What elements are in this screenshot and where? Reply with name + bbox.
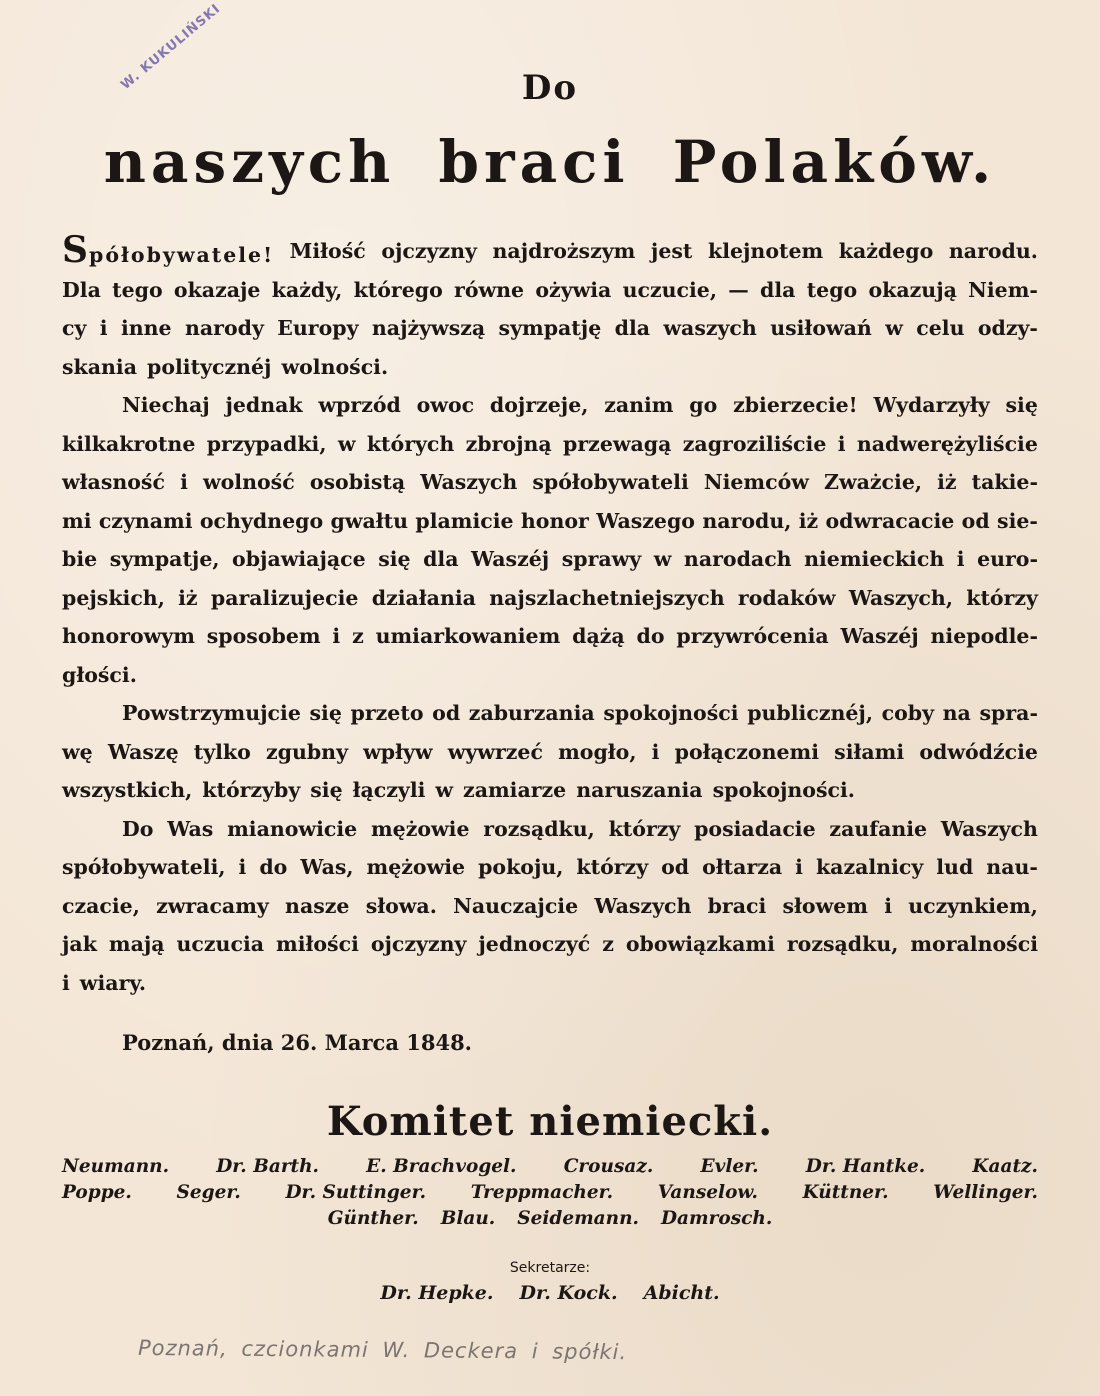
word: dojrzeje, [489,393,589,417]
word: uczucia [176,932,265,956]
word: mi [62,508,92,533]
word: plamicie [415,508,514,533]
word: celu [916,316,965,340]
word: dla [423,547,459,571]
word: tylko [193,739,251,764]
word: tego [806,277,858,302]
word: Niechaj [122,393,210,417]
word: i [884,893,892,918]
word: okazaje [173,277,261,302]
title-line-1: Do [521,68,579,108]
word: jednak [225,393,303,417]
word: głości. [62,662,137,687]
text-line [62,425,1038,464]
text-line [62,309,1038,348]
word: zaufanie [829,816,928,841]
member-name: Seger. [176,1182,241,1203]
word: mogło, [558,739,637,764]
word: Wydarzyły [873,393,990,417]
word: Zważcie, [824,470,923,494]
text-line [62,694,1038,733]
word: odwracacie [825,508,955,533]
word: okazują [868,277,957,302]
word: Waszych [594,893,692,918]
text-line [62,810,1038,849]
word: mają [108,932,165,956]
word: z [602,932,614,956]
word: Waszych [940,816,1038,841]
member-name: Dr. Suttinger. [285,1182,427,1203]
word: Europy [277,316,359,340]
word: narody [184,316,264,340]
word: posiadacie [694,816,816,841]
library-stamp: W. KUKULIŃSKI [118,1,224,93]
word: Was [167,816,214,841]
word: własność [62,470,165,494]
word: klejnotem [707,239,824,263]
word: takie- [971,470,1038,494]
word: jednoczyć [478,932,591,956]
word: zbierzecie! [733,393,858,417]
word: do [636,624,665,648]
word: Miłość [289,239,366,263]
word: osobistą [309,470,406,494]
member-name: Poppe. [62,1182,132,1203]
word: usiłowań [770,316,872,340]
word: Waszéj [471,547,550,571]
word: spokojności [603,701,739,725]
word: mężowie [370,816,470,841]
word: wiary. [79,970,147,995]
word: sympatje, [109,547,220,571]
word: się [309,701,342,725]
word: się [310,778,343,802]
word: i [956,547,965,571]
word: waszych [663,316,757,340]
word: umiarkowaniem [375,624,561,648]
word: zbrojną [465,431,552,456]
word: kazalnicy [815,855,924,879]
member-name: Dr. Kock. [519,1282,618,1304]
text-line [62,348,1038,387]
word: narodu, [702,508,792,533]
word: Waszych, [848,585,953,610]
word: narodu. [948,239,1038,263]
word: odzy- [977,316,1038,340]
word: iż [798,508,819,533]
word: honor [520,508,589,533]
word: paralizujecie [210,585,359,610]
word: spółobywateli [532,470,689,494]
member-name: Abicht. [643,1282,720,1304]
word: Niem- [968,277,1038,302]
word: publicznéj, [747,701,873,725]
word: zaburzania [468,701,595,725]
word: Nauczajcie [453,893,579,918]
word: i [795,855,803,879]
committee-members-row-3 [62,1208,1038,1229]
word: ojczyzny [370,932,467,956]
word: od [961,508,990,533]
word: przeto [350,701,424,725]
word: rozsądku, [786,932,899,956]
word: owoc [416,393,475,417]
handwritten-note: Poznań, czcionkami W. Deckera i spółki. [137,1335,628,1365]
text-line [62,771,1038,810]
word: z [352,624,364,648]
word: iż [178,585,198,610]
word: najdroższym [492,239,636,263]
word: wszystkich, [62,778,193,802]
text-line [62,617,1038,656]
member-name: Crousaz. [563,1156,654,1177]
member-name: Damrosch. [661,1208,773,1229]
word: mianowicie [227,816,358,841]
word: wolności. [281,354,389,379]
word: wywrzeć [447,739,543,764]
word: do [259,855,288,879]
word: którzy [576,855,649,879]
word: którzyby [202,778,301,802]
text-line [62,271,1038,310]
word: go [689,393,718,417]
member-name: E. Brachvogel. [366,1156,517,1177]
word: dla [614,316,651,340]
word: w [653,547,672,571]
word: na [942,701,971,725]
member-name: Seidemann. [517,1208,640,1229]
word: niepodle- [930,624,1038,648]
word: dążą [572,624,625,648]
word: każdego [838,239,934,263]
word: rozsądku, [483,816,595,841]
word: nasze [285,893,350,918]
word: ochydnego [199,508,324,533]
word: moralności [910,932,1038,956]
committee-title: Komitet niemiecki. [326,1098,774,1145]
word: Was, [300,855,354,879]
text-line [62,925,1038,964]
word: i [180,470,188,494]
word: zamiarze [463,778,567,802]
member-name: Dr. Barth. [216,1156,319,1177]
word: pejskich, [62,585,165,610]
word: Dla [62,277,101,302]
word: sie- [997,508,1038,533]
word: Niemców [703,470,809,494]
member-name: Dr. Hepke. [380,1282,494,1304]
word: obowiązkami [625,932,775,956]
text-line [62,964,1038,1003]
word: i [332,624,341,648]
word: zwracamy [156,893,269,918]
word: nau- [986,855,1038,879]
word: zagroziliście [682,431,827,456]
member-name: Vanselow. [657,1182,758,1203]
word: uczucie, [622,277,717,302]
text-line [62,463,1038,502]
word: w [435,778,454,802]
word: równe [454,277,525,302]
date-line: Poznań, dnia 26. Marca 1848. [122,1030,472,1055]
text-line [62,887,1038,926]
word: się [1005,393,1038,417]
word: Waszych [420,470,518,494]
word: inne [120,316,172,340]
word: jest [650,239,693,263]
word: braci [707,893,767,918]
word: wprzód [318,393,401,417]
proclamation-body [62,229,1038,1002]
word: gwałtu [330,508,409,533]
word: siłami [834,739,905,764]
word: którzy [966,585,1038,610]
text-line [62,656,1038,695]
word: niemieckich [804,547,945,571]
word: objawiające [232,547,366,571]
word: w [337,431,356,456]
text-line [62,229,1038,271]
word: od [661,855,690,879]
member-name: Neumann. [62,1156,170,1177]
word: i [99,316,108,340]
member-name: Dr. Hantke. [805,1156,926,1177]
committee-members-row-1 [62,1156,1038,1177]
word: spra- [979,701,1038,725]
text-line [62,540,1038,579]
secretaries-label: Sekretarze: [509,1260,591,1276]
word: ołtarza [702,855,783,879]
opening-word: Spółobywatele! [62,229,275,271]
word: Waszéj [840,624,919,648]
word: słowa. [365,893,437,918]
secretaries-names [0,1282,1100,1304]
word: czynami [98,508,193,533]
word: którego [353,277,443,302]
word: narodach [683,547,792,571]
word: euro- [977,547,1038,571]
member-name: Evler. [700,1156,759,1177]
word: naruszania [576,778,703,802]
word: sposobem [206,624,321,648]
word: i [238,855,247,879]
word: wolność [202,470,295,494]
text-line [62,733,1038,772]
word: zanim [604,393,674,417]
word: lud [936,855,974,879]
member-name: Blau. [440,1208,496,1229]
member-name: Wellinger. [933,1182,1038,1203]
committee-members-row-2 [62,1182,1038,1203]
member-name: Treppmacher. [470,1182,614,1203]
word: sympatję [498,316,602,340]
member-name: Küttner. [802,1182,889,1203]
word: i [62,970,70,995]
word: bie [62,547,98,571]
word: zgubny [265,739,348,764]
word: i [651,739,660,764]
word: cy [62,316,87,340]
word: rodaków [737,585,836,610]
word: łączyli [352,778,426,802]
text-line [62,502,1038,541]
word: odwódźcie [919,739,1038,764]
word: coby [881,701,935,725]
word: wpływ [363,739,433,764]
word: najżywszą [371,316,486,340]
word: ożywia [535,277,612,302]
member-name: Kaatz. [972,1156,1038,1177]
word: Do [122,816,154,841]
word: których [366,431,455,456]
word: Waszę [107,739,179,764]
word: w [885,316,903,340]
word: mężowie [366,855,466,879]
word: się [378,547,411,571]
word: sprawy [561,547,642,571]
word: Waszego [596,508,695,533]
word: uczynkiem, [908,893,1038,918]
page-title: naszych braci Polaków. [103,128,997,196]
word: iż [937,470,957,494]
word: pokoju, [478,855,564,879]
word: przywrócenia [676,624,829,648]
word: czacie, [62,893,140,918]
word: którzy [608,816,681,841]
word: honorowym [62,624,195,648]
word: słowem [782,893,868,918]
text-line [62,848,1038,887]
faint-library-stamp [528,1050,606,1102]
word: jak [62,932,97,956]
word: tego [112,277,163,302]
word: ojczyzny [381,239,477,263]
word: politycznéj [147,354,272,379]
text-line [62,579,1038,618]
word: nadwerężyliście [856,431,1038,456]
word: i [837,431,846,456]
word: Powstrzymujcie [122,701,301,725]
word: przypadki, [206,431,327,456]
word: przewagą [563,431,672,456]
word: wę [62,739,93,764]
word: najszlachetniejszych [489,585,725,610]
word: dla [760,277,796,302]
word: spółobywateli, [62,855,226,879]
member-name: Günther. [327,1208,419,1229]
word: skania [62,354,138,379]
text-line [62,386,1038,425]
word: połączonemi [674,739,820,764]
word: działania [371,585,476,610]
word: spokojności. [712,778,855,802]
word: od [432,701,461,725]
word: kilkakrotne [62,431,196,456]
word: każdy, [271,277,343,302]
word: miłości [276,932,359,956]
word: — [728,277,749,302]
